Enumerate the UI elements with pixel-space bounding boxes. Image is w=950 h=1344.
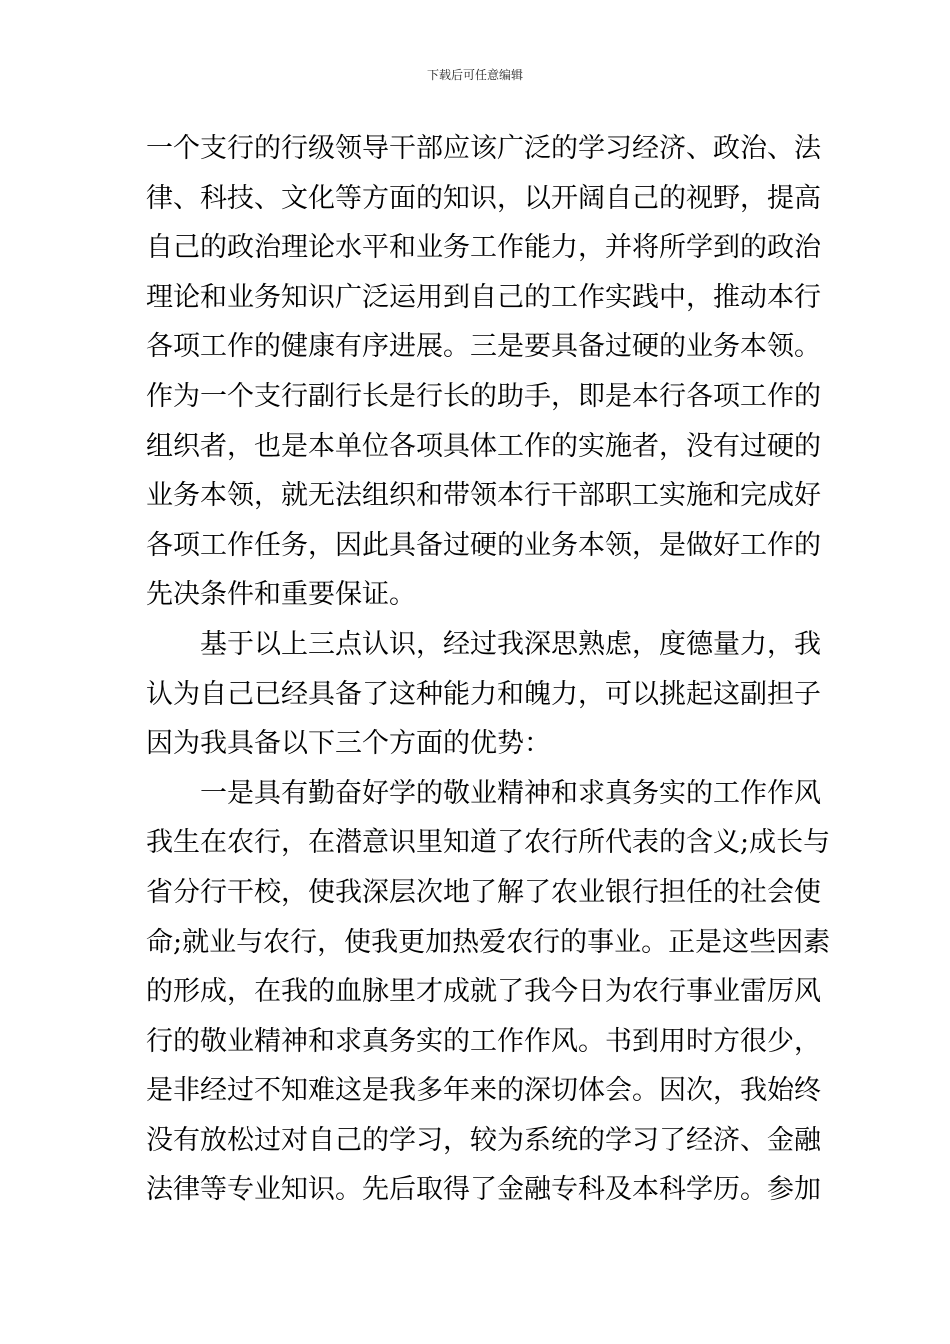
document-body (146, 124, 831, 1215)
text-line: 各项工作任务，因此具备过硬的业务本领，是做好工作的 (146, 529, 821, 561)
text-line: 先决条件和重要保证。 (146, 579, 416, 611)
text-line: 没有放松过对自己的学习，较为系统的学习了经济、金融 (146, 1124, 821, 1156)
text-line: 各项工作的健康有序进展。三是要具备过硬的业务本领。 (146, 331, 821, 363)
text-line: 的形成，在我的血脉里才成就了我今日为农行事业雷厉风 (146, 976, 821, 1008)
text-line: 理论和业务知识广泛运用到自己的工作实践中，推动本行 (146, 281, 821, 313)
text-line: 一个支行的行级领导干部应该广泛的学习经济、政治、法 (146, 133, 821, 164)
text-line: 因为我具备以下三个方面的优势： (146, 728, 551, 760)
text-line: 命;就业与农行，使我更加热爱农行的事业。正是这些因素 (146, 926, 831, 958)
text-line: 自己的政治理论水平和业务工作能力，并将所学到的政治 (146, 232, 821, 264)
header-note: 下载后可任意编辑 (426, 68, 523, 82)
text-line: 组织者，也是本单位各项具体工作的实施者，没有过硬的 (146, 430, 821, 462)
text-line: 作为一个支行副行长是行长的助手，即是本行各项工作的 (146, 380, 821, 412)
text-line: 法律等专业知识。先后取得了金融专科及本科学历。参加 (146, 1174, 821, 1206)
text-line: 认为自己已经具备了这种能力和魄力，可以挑起这副担子 (146, 678, 821, 710)
paragraph-start-line: 一是具有勤奋好学的敬业精神和求真务实的工作作风 (200, 777, 821, 809)
text-line: 律、科技、文化等方面的知识，以开阔自己的视野，提高 (146, 182, 821, 214)
text-line: 省分行干校，使我深层次地了解了农业银行担任的社会使 (146, 876, 821, 908)
text-line: 我生在农行，在潜意识里知道了农行所代表的含义;成长与 (146, 827, 831, 859)
paragraph-start-line: 基于以上三点认识，经过我深思熟虑，度德量力，我 (200, 628, 821, 660)
text-line: 行的敬业精神和求真务实的工作作风。书到用时方很少， (146, 1025, 821, 1057)
text-line: 业务本领，就无法组织和带领本行干部职工实施和完成好 (146, 480, 821, 512)
text-line: 是非经过不知难这是我多年来的深切体会。因次，我始终 (146, 1075, 821, 1107)
